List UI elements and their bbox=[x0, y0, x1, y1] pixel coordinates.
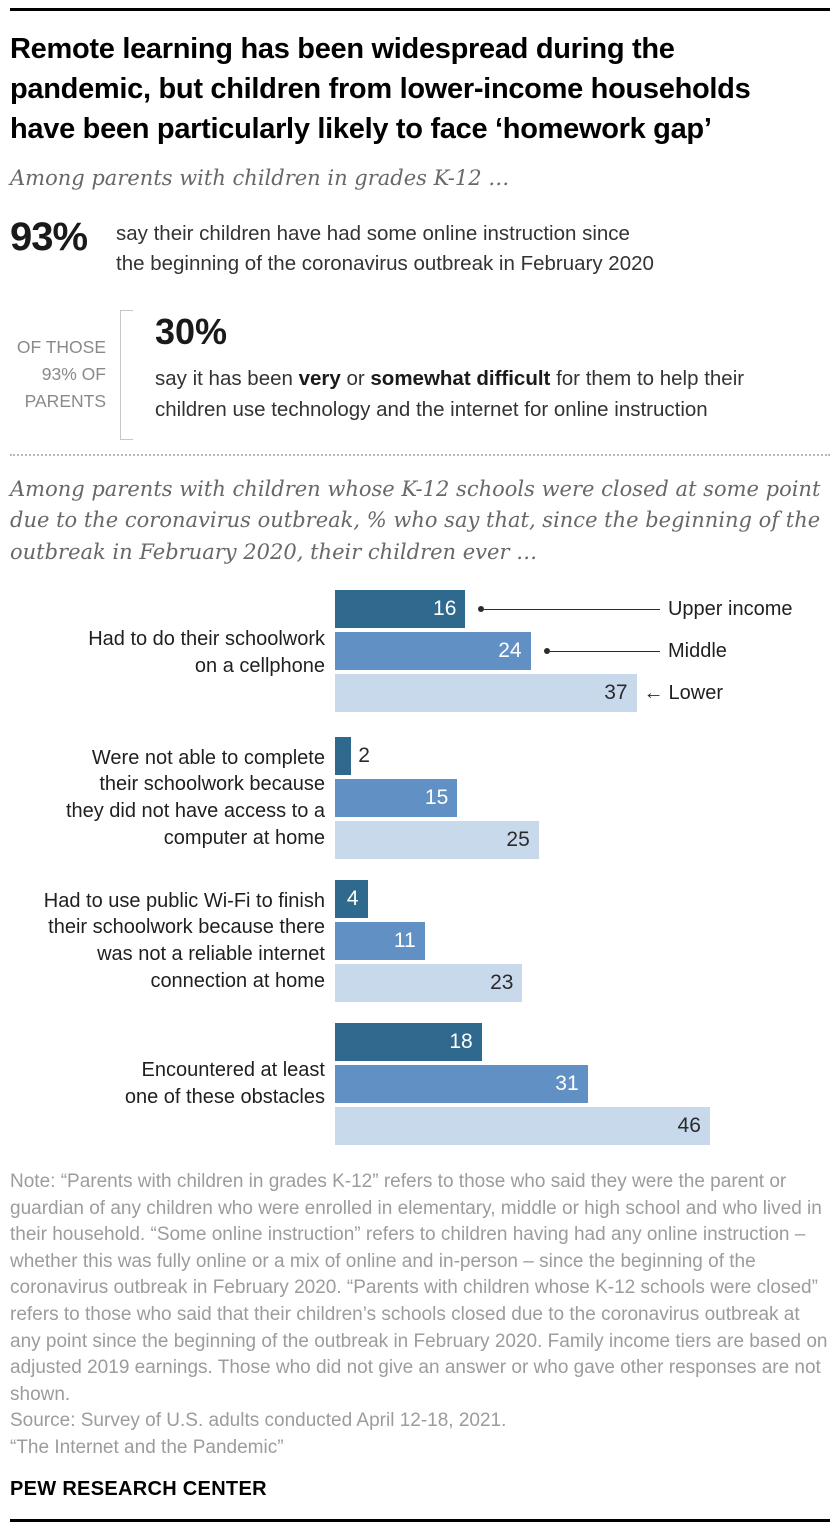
legend-label: Upper income bbox=[667, 597, 793, 620]
text-line: they did not have access to a bbox=[65, 800, 325, 823]
bar-value: 23 bbox=[490, 971, 514, 995]
arrow-left-icon: ← bbox=[643, 682, 664, 705]
infographic bbox=[0, 8, 840, 1522]
bar-chart bbox=[10, 590, 830, 1145]
text-line: on a cellphone bbox=[194, 655, 325, 678]
bar-middle bbox=[335, 1065, 588, 1103]
text-line: say their children have had some online instruction since bbox=[116, 221, 630, 245]
bar-row bbox=[335, 1023, 830, 1061]
stat-30-content bbox=[155, 310, 810, 440]
bar-value: 4 bbox=[346, 887, 359, 911]
bar-value: 24 bbox=[498, 639, 522, 663]
legend-callout-middle bbox=[544, 632, 727, 670]
text-line: 93% OF bbox=[41, 364, 106, 385]
plain-text: say it has been bbox=[155, 367, 299, 391]
stat-93 bbox=[10, 214, 830, 281]
bottom-rule bbox=[10, 1519, 830, 1522]
bar-row bbox=[335, 880, 830, 918]
bar-value: 18 bbox=[449, 1030, 473, 1054]
text-line: their schoolwork because bbox=[99, 773, 325, 796]
credit-text: “The Internet and the Pandemic” bbox=[10, 1436, 284, 1458]
bar-row bbox=[335, 964, 830, 1002]
category-label bbox=[10, 1057, 325, 1110]
bar-upper bbox=[335, 737, 351, 775]
stat-30-qualifier bbox=[10, 334, 106, 415]
chart-group bbox=[10, 737, 830, 859]
bar-value: 16 bbox=[433, 597, 457, 621]
chart-group bbox=[10, 590, 830, 716]
text-line: PARENTS bbox=[24, 391, 106, 412]
text-line: OF THOSE bbox=[16, 337, 106, 358]
bar-lower bbox=[335, 1107, 710, 1145]
text-line: outbreak in February 2020, their children ever … bbox=[10, 539, 538, 564]
bar-lower bbox=[335, 821, 539, 859]
bar-row bbox=[335, 1065, 830, 1103]
stat-30-value: 30% bbox=[155, 311, 228, 353]
bar-stack bbox=[335, 1023, 830, 1145]
text-line: Had to do their schoolwork bbox=[88, 628, 325, 651]
category-label bbox=[10, 626, 325, 679]
top-rule bbox=[10, 8, 830, 11]
chart-group bbox=[10, 880, 830, 1002]
legend-label: Lower bbox=[668, 681, 724, 704]
source-text: Source: Survey of U.S. adults conducted April 12-18, 2021. bbox=[10, 1410, 507, 1432]
text-line: have been particularly likely to face ‘homework gap’ bbox=[10, 113, 712, 146]
text-line: Encountered at least bbox=[141, 1059, 325, 1082]
bar-value: 37 bbox=[604, 681, 628, 705]
bar-upper bbox=[335, 590, 465, 628]
text-line: Had to use public Wi-Fi to finish bbox=[43, 889, 325, 912]
bar-value: 31 bbox=[555, 1072, 579, 1096]
footnotes bbox=[10, 1169, 830, 1462]
stat-30-description bbox=[155, 364, 810, 426]
pew-research-center-logo: PEW RESEARCH CENTER bbox=[10, 1477, 267, 1500]
bar-middle bbox=[335, 922, 425, 960]
bar-row bbox=[335, 737, 830, 775]
text-line: Among parents with children whose K-12 schools were closed at some point bbox=[10, 476, 821, 501]
text-line: connection at home bbox=[150, 969, 325, 992]
text-line: was not a reliable internet bbox=[97, 943, 325, 966]
intro-text-2 bbox=[10, 474, 830, 569]
text-line: computer at home bbox=[163, 826, 325, 849]
bar-lower bbox=[335, 674, 637, 712]
intro-text-1: Among parents with children in grades K-12 … bbox=[10, 166, 510, 191]
plain-text: or bbox=[340, 367, 371, 391]
text-line: their schoolwork because there bbox=[48, 916, 325, 939]
text-line: Remote learning has been widespread during the bbox=[10, 33, 675, 65]
chart-group bbox=[10, 1023, 830, 1145]
legend-callout-upper bbox=[478, 590, 792, 628]
bar-row bbox=[335, 1107, 830, 1145]
bar-value: 15 bbox=[424, 786, 449, 810]
dotted-divider bbox=[10, 454, 830, 456]
bar-middle bbox=[335, 779, 457, 817]
callout-line bbox=[484, 609, 660, 610]
bar-stack bbox=[335, 590, 830, 716]
text-line: pandemic, but children from lower-income households bbox=[10, 73, 751, 106]
stat-93-description bbox=[116, 217, 654, 281]
bar-row bbox=[335, 779, 830, 817]
bar-middle bbox=[335, 632, 531, 670]
emphasis-text: very bbox=[298, 367, 341, 391]
bar-row bbox=[335, 674, 830, 712]
stat-93-value: 93% bbox=[10, 214, 88, 259]
bar-lower bbox=[335, 964, 522, 1002]
bar-row bbox=[335, 821, 830, 859]
legend-callout-lower bbox=[644, 674, 723, 712]
bracket-shape bbox=[120, 310, 133, 440]
bar-row bbox=[335, 922, 830, 960]
legend-label: Middle bbox=[667, 639, 727, 662]
text-line: Were not able to complete bbox=[91, 746, 325, 769]
text-line: one of these obstacles bbox=[124, 1086, 325, 1109]
text-line: the beginning of the coronavirus outbreak in February 2020 bbox=[116, 252, 654, 276]
category-label bbox=[10, 888, 325, 994]
bar-value: 2 bbox=[358, 744, 370, 768]
plain-text: for them to help their children use technology and the internet for online instruction bbox=[155, 367, 745, 421]
bar-stack bbox=[335, 737, 830, 859]
stat-30 bbox=[10, 310, 830, 440]
bar-upper bbox=[335, 880, 368, 918]
page-title bbox=[10, 29, 830, 149]
bar-value: 46 bbox=[677, 1114, 701, 1138]
bar-stack bbox=[335, 880, 830, 1002]
callout-line bbox=[550, 651, 660, 652]
text-line: due to the coronavirus outbreak, % who say that, since the beginning of the bbox=[10, 508, 821, 533]
emphasis-text: somewhat difficult bbox=[370, 367, 551, 391]
bar-upper bbox=[335, 1023, 482, 1061]
bar-value: 11 bbox=[393, 929, 416, 953]
category-label bbox=[10, 745, 325, 851]
note-text: Note: “Parents with children in grades K-12” refers to those who said they were the parent or guardian of any children who were enrolled in elementary, middle or high school and who lived in their household. “Some online instruction” refers to children having had any online instruction – whether this was fully online or a mix of online and in-person – since the beginning of the coronavirus outbreak in February 2020. “Parents with children whose K-12 schools were closed” refers to those who said that their children’s schools closed due to the coronavirus outbreak at any point since the beginning of the outbreak in February 2020. Family income tiers are based on adjusted 2019 earnings. Those who did not give an answer or who gave other responses are not shown. bbox=[10, 1171, 828, 1405]
bar-value: 25 bbox=[506, 828, 530, 852]
